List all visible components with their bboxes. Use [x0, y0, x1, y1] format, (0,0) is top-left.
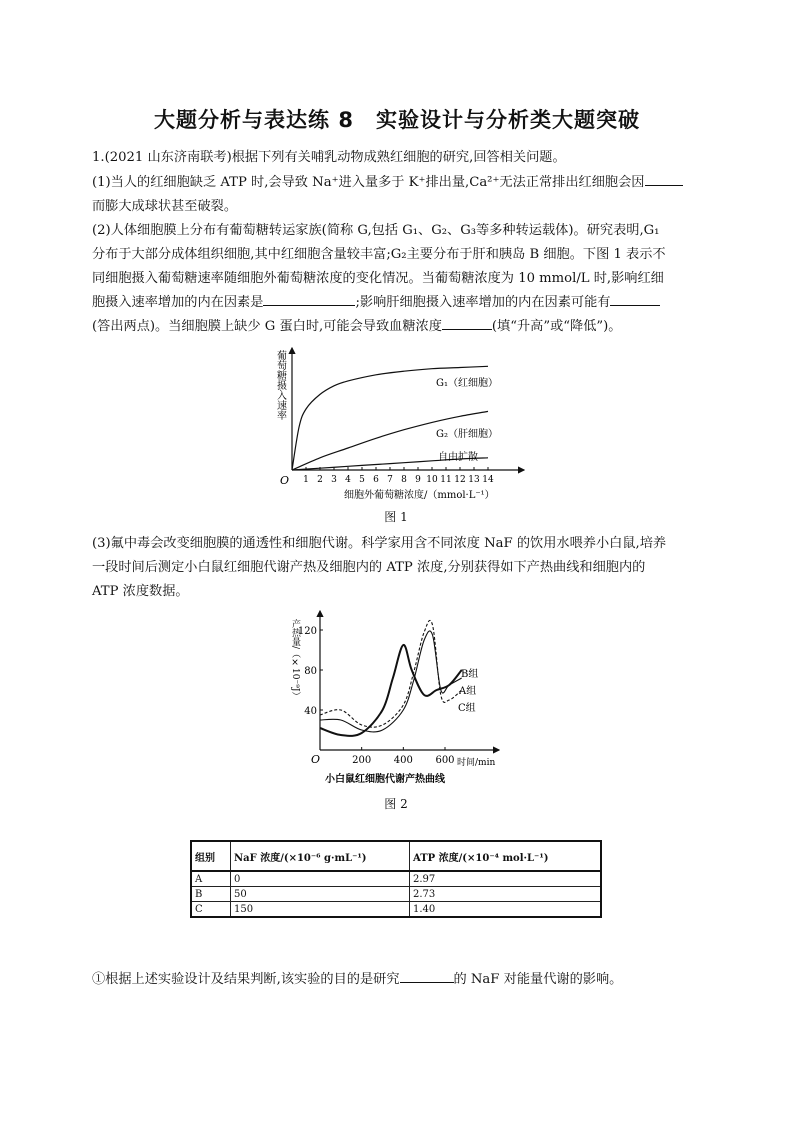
- fig2-ytick-label: 40: [304, 706, 317, 717]
- table-cell: B: [191, 887, 231, 902]
- fig1-tick-label: 6: [373, 475, 379, 485]
- fig2-subtitle: 小白鼠红细胞代谢产热曲线: [325, 774, 445, 785]
- table-cell: 1.40: [410, 902, 602, 918]
- fig1-tick-label: 8: [401, 475, 407, 485]
- fig2-ytick-label: 80: [304, 666, 317, 677]
- fig2-label-a: A组: [459, 686, 477, 697]
- part2-line4: [92, 291, 704, 315]
- fig2-xtick-label: 200: [352, 755, 372, 766]
- table-row: [191, 871, 601, 887]
- fig1-tick-label: 10: [426, 475, 438, 485]
- answer-blank-4[interactable]: [442, 315, 492, 330]
- fig2-ytick-label: 120: [297, 626, 317, 637]
- fig2-xtick-label: 400: [393, 755, 413, 766]
- part4-text-a: ①根据上述实验设计及结果判断,该实验的目的是研究: [92, 972, 400, 987]
- table-header-cell: 组别: [191, 841, 231, 871]
- fig2-label-b: B组: [461, 669, 479, 680]
- fig1-tick-label: 13: [468, 475, 480, 485]
- fig2-series-c: [320, 620, 462, 727]
- fig1-tick-label: 11: [440, 475, 452, 485]
- part4-text-b: 的 NaF 对能量代谢的影响。: [453, 972, 623, 987]
- fig1-label-free: 自由扩散: [438, 452, 478, 463]
- fig2-label-c: C组: [458, 703, 476, 714]
- part4-line1: [92, 968, 704, 992]
- part1-text: (1)当人的红细胞缺乏 ATP 时,会导致 Na⁺进入量多于 K⁺排出量,Ca²⁺无法正常排出红细胞会因: [92, 175, 645, 190]
- table-header-row: [191, 841, 601, 871]
- fig1-label-g2: G₂（肝细胞）: [436, 429, 498, 440]
- figure-1-chart: [262, 340, 532, 505]
- answer-blank-1[interactable]: [645, 171, 683, 186]
- fig1-tick-label: 2: [317, 475, 323, 485]
- table-row: [191, 887, 601, 902]
- fig2-xtick-label: 600: [435, 755, 455, 766]
- table-header-cell: NaF 浓度/(×10⁻⁶ g·mL⁻¹): [231, 841, 410, 871]
- fig1-label-g1: G₁（红细胞）: [436, 378, 498, 389]
- table-cell: C: [191, 902, 231, 918]
- part2-line2: 分布于大部分成体组织细胞,其中红细胞含量较丰富;G₂主要分布于肝和胰岛 B 细胞。下图 1 表示不: [92, 247, 666, 262]
- fig1-tick-label: 5: [359, 475, 365, 485]
- table-cell: 50: [231, 887, 410, 902]
- part2-line1: (2)人体细胞膜上分布有葡萄糖转运家族(简称 G,包括 G₁、G₂、G₃等多种转运载体)。研究表明,G₁: [92, 223, 660, 238]
- table-cell: 2.73: [410, 887, 602, 902]
- fig1-tick-label: 3: [331, 475, 337, 485]
- fig1-xlabel: 细胞外葡萄糖浓度/（mmol·L⁻¹）: [344, 490, 495, 501]
- part3-line2: 一段时间后测定小白鼠红细胞代谢产热及细胞内的 ATP 浓度,分别获得如下产热曲线和细胞内的: [92, 560, 646, 575]
- answer-blank-2[interactable]: [263, 291, 355, 306]
- table-cell: A: [191, 871, 231, 887]
- figure-2-chart: [285, 605, 505, 790]
- part2-line5: [92, 315, 704, 339]
- part1-line1: [92, 171, 704, 195]
- fig2-xlabel: 时间/min: [457, 758, 496, 768]
- answer-blank-3[interactable]: [610, 291, 660, 306]
- table-header-cell: ATP 浓度/(×10⁻⁴ mol·L⁻¹): [410, 841, 602, 871]
- fig1-tick-label: 7: [387, 475, 393, 485]
- fig2-origin: O: [311, 753, 321, 766]
- fig2-ticks: [298, 626, 455, 766]
- part3-line1: (3)氟中毒会改变细胞膜的通透性和细胞代谢。科学家用含不同浓度 NaF 的饮用水喂养小白鼠,培养: [92, 536, 667, 551]
- table-row: [191, 902, 601, 918]
- fig1-tick-label: 4: [345, 475, 351, 485]
- part2-text-c: (答出两点)。当细胞膜上缺少 G 蛋白时,可能会导致血糖浓度: [92, 319, 442, 334]
- fig1-tick-label: 1: [303, 475, 309, 485]
- part2-text-d: (填“升高”或“降低”)。: [491, 319, 622, 334]
- fig2-ylabel: 产热量/（×10⁻⁹J）: [290, 619, 300, 701]
- question-intro: 1.(2021 山东济南联考)根据下列有关哺乳动物成熟红细胞的研究,回答相关问题。: [92, 150, 566, 165]
- part3-line3: ATP 浓度数据。: [92, 584, 189, 599]
- figure-1-caption: 图 1: [384, 510, 408, 524]
- fig1-ylabel: 葡萄糖摄入速率: [274, 350, 286, 420]
- page-title: 大题分析与表达练 8 实验设计与分析类大题突破: [154, 108, 640, 132]
- table-cell: 150: [231, 902, 410, 918]
- table-cell: 0: [231, 871, 410, 887]
- table-cell: 2.97: [410, 871, 602, 887]
- part2-text-b: ;影响肝细胞摄入速率增加的内在因素可能有: [355, 295, 611, 310]
- part1-line2: 而膨大成球状甚至破裂。: [92, 199, 238, 214]
- figure-2-caption: 图 2: [384, 797, 408, 811]
- answer-blank-5[interactable]: [400, 968, 454, 983]
- part2-line3: 同细胞摄入葡萄糖速率随细胞外葡萄糖浓度的变化情况。当葡萄糖浓度为 10 mmol/L 时,影响红细: [92, 271, 664, 286]
- fig1-origin: O: [280, 474, 290, 487]
- fig1-tick-label: 12: [454, 475, 466, 485]
- fig1-tick-label: 9: [415, 475, 421, 485]
- fig1-tick-label: 14: [482, 475, 494, 485]
- naf-atp-table: [190, 840, 602, 918]
- part2-text-a: 胞摄入速率增加的内在因素是: [92, 295, 264, 310]
